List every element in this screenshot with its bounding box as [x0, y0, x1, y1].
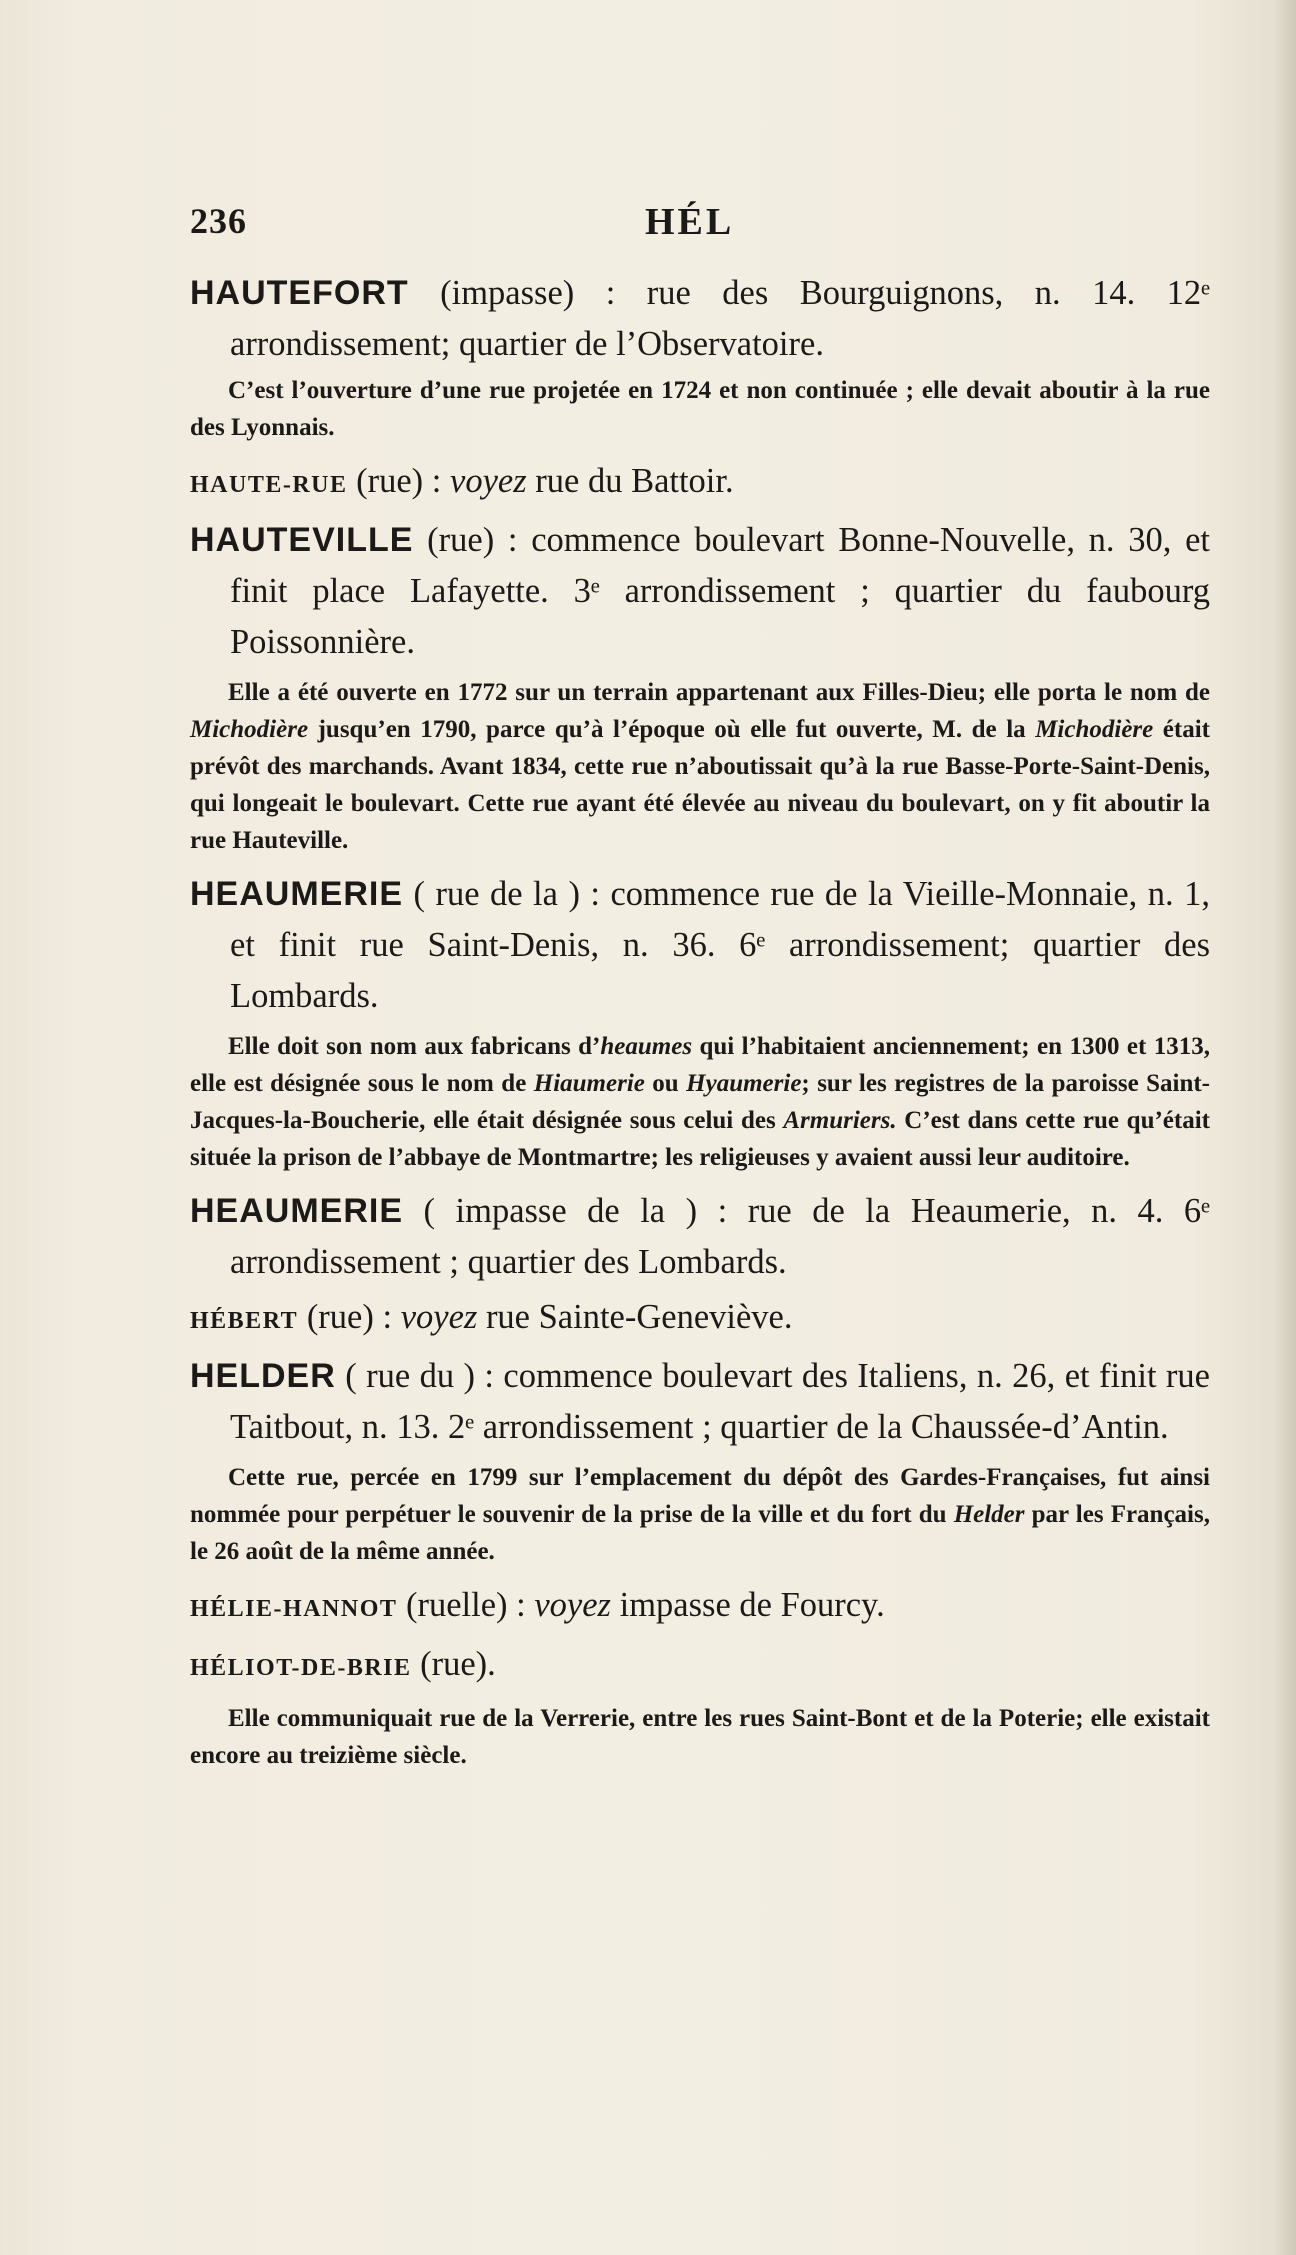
- entry-text-after: rue du Battoir.: [526, 462, 734, 500]
- entry-text-after: rue Sainte-Geneviève.: [477, 1298, 793, 1336]
- entry-text: (rue) :: [347, 462, 451, 500]
- entry-helie-hannot: [190, 1580, 1210, 1635]
- entry-headline: [190, 1186, 1210, 1288]
- note-italic: Helder: [953, 1501, 1025, 1528]
- entry-headline: [190, 456, 1210, 511]
- note-text: Cette rue, percée en 1799 sur l’emplacement du dépôt des Gardes-Françaises, fut ainsi nommée pour perpétuer le souvenir de la prise de la ville et du fort du: [190, 1464, 1210, 1528]
- note-text: qui l’habitaient anciennement; en 1300 et 1313, elle est désignée sous le nom de: [190, 1033, 1210, 1097]
- note-italic: Michodière: [1035, 716, 1154, 743]
- note-text: ; sur les registres de la paroisse Saint-Jacques-la-Boucherie, elle était désignée sous celui des: [190, 1070, 1211, 1134]
- entry-name: HÉLIOT-DE-BRIE: [190, 1655, 412, 1681]
- entry-note: [190, 1028, 1210, 1176]
- entry-text: (impasse) : rue des Bourguignons, n. 14. 12ᵉ arrondissement; quartier de l’Observatoire.: [230, 274, 1210, 363]
- note-text: par les Français, le 26 août de la même année.: [190, 1501, 1210, 1565]
- entry-name: HÉBERT: [190, 1308, 299, 1334]
- entry-heaumerie-impasse: [190, 1186, 1210, 1288]
- entry-headline: [190, 268, 1210, 370]
- note-italic: Hiaumerie: [533, 1070, 645, 1097]
- running-head: [190, 200, 1210, 250]
- note-text: Elle a été ouverte en 1772 sur un terrain appartenant aux Filles-Dieu; elle porta le nom de: [228, 679, 1210, 706]
- entry-heaumerie-rue: [190, 869, 1210, 1176]
- entry-name: HAUTE-RUE: [190, 472, 348, 498]
- entry-text: (rue) :: [298, 1298, 401, 1336]
- entry-heliot-de-brie: [190, 1639, 1210, 1774]
- entry-text: (ruelle) :: [397, 1586, 535, 1624]
- entry-voyez: voyez: [534, 1586, 611, 1624]
- note-text: Elle doit son nom aux fabricans d’: [228, 1033, 601, 1060]
- note-text: C’est dans cette rue qu’était située la prison de l’abbaye de Montmartre; les religieuses y avaient aussi leur auditoire.: [190, 1107, 1210, 1171]
- entry-name: HEAUMERIE: [190, 875, 404, 913]
- entry-text-after: impasse de Fourcy.: [610, 1586, 885, 1624]
- entry-voyez: voyez: [450, 462, 527, 500]
- entry-note: [190, 674, 1210, 859]
- entry-headline: [190, 1639, 1210, 1694]
- running-title: HÉL: [645, 201, 735, 243]
- note-text: était prévôt des marchands. Avant 1834, cette rue n’aboutissait qu’à la rue Basse-Porte-Saint-Denis, qui longeait le boulevart. Cette rue ayant été élevée au niveau du boulevart, on y fit aboutir la rue Hauteville.: [190, 716, 1210, 854]
- entry-name: HAUTEFORT: [190, 274, 409, 312]
- entry-hebert: [190, 1292, 1210, 1347]
- entry-helder: [190, 1351, 1210, 1570]
- entry-headline: [190, 1351, 1210, 1453]
- entry-text: (rue) : commence boulevart Bonne-Nouvelle, n. 30, et finit place Lafayette. 3ᵉ arrondissement ; quartier du faubourg Poissonnière.: [230, 521, 1210, 661]
- entry-headline: [190, 1580, 1210, 1635]
- entry-note: C’est l’ouverture d’une rue projetée en 1724 et non continuée ; elle devait aboutir à la rue des Lyonnais.: [190, 377, 1210, 441]
- note-italic: heaumes: [600, 1033, 693, 1060]
- note-italic: Armuriers.: [783, 1107, 897, 1134]
- entry-text: ( impasse de la ) : rue de la Heaumerie, n. 4. 6ᵉ arrondissement ; quartier des Lombards.: [230, 1192, 1210, 1281]
- note-italic: Michodière: [190, 716, 309, 743]
- entry-text: ( rue du ) : commence boulevart des Italiens, n. 26, et finit rue Taitbout, n. 13. 2ᵉ arrondissement ; quartier de la Chaussée-d’Antin.: [230, 1357, 1210, 1446]
- note-text: ou: [644, 1070, 687, 1097]
- entry-note: [190, 1459, 1210, 1570]
- note-text: jusqu’en 1790, parce qu’à l’époque où elle fut ouverte, M. de la: [308, 716, 1036, 743]
- entry-name: HÉLIE-HANNOT: [190, 1596, 398, 1622]
- page-number: 236: [190, 201, 247, 241]
- entry-name: HAUTEVILLE: [190, 521, 414, 559]
- entry-note: Elle communiquait rue de la Verrerie, entre les rues Saint-Bont et de la Poterie; elle existait encore au treizième siècle.: [190, 1705, 1210, 1769]
- entry-name: HELDER: [190, 1357, 336, 1395]
- entry-haute-rue: [190, 456, 1210, 511]
- entry-headline: [190, 869, 1210, 1022]
- entries-list: [190, 268, 1210, 1784]
- entry-headline: [190, 1292, 1210, 1347]
- entry-text: ( rue de la ) : commence rue de la Vieille-Monnaie, n. 1, et finit rue Saint-Denis, n. 36. 6ᵉ arrondissement; quartier des Lombards.: [230, 875, 1210, 1015]
- entry-hautefort: [190, 268, 1210, 446]
- entry-hauteville: [190, 515, 1210, 859]
- entry-headline: [190, 515, 1210, 668]
- note-italic: Hyaumerie: [686, 1070, 802, 1097]
- entry-text: (rue).: [411, 1645, 496, 1683]
- page-shadow: [1274, 0, 1296, 2255]
- entry-name: HEAUMERIE: [190, 1192, 404, 1230]
- entry-voyez: voyez: [400, 1298, 478, 1336]
